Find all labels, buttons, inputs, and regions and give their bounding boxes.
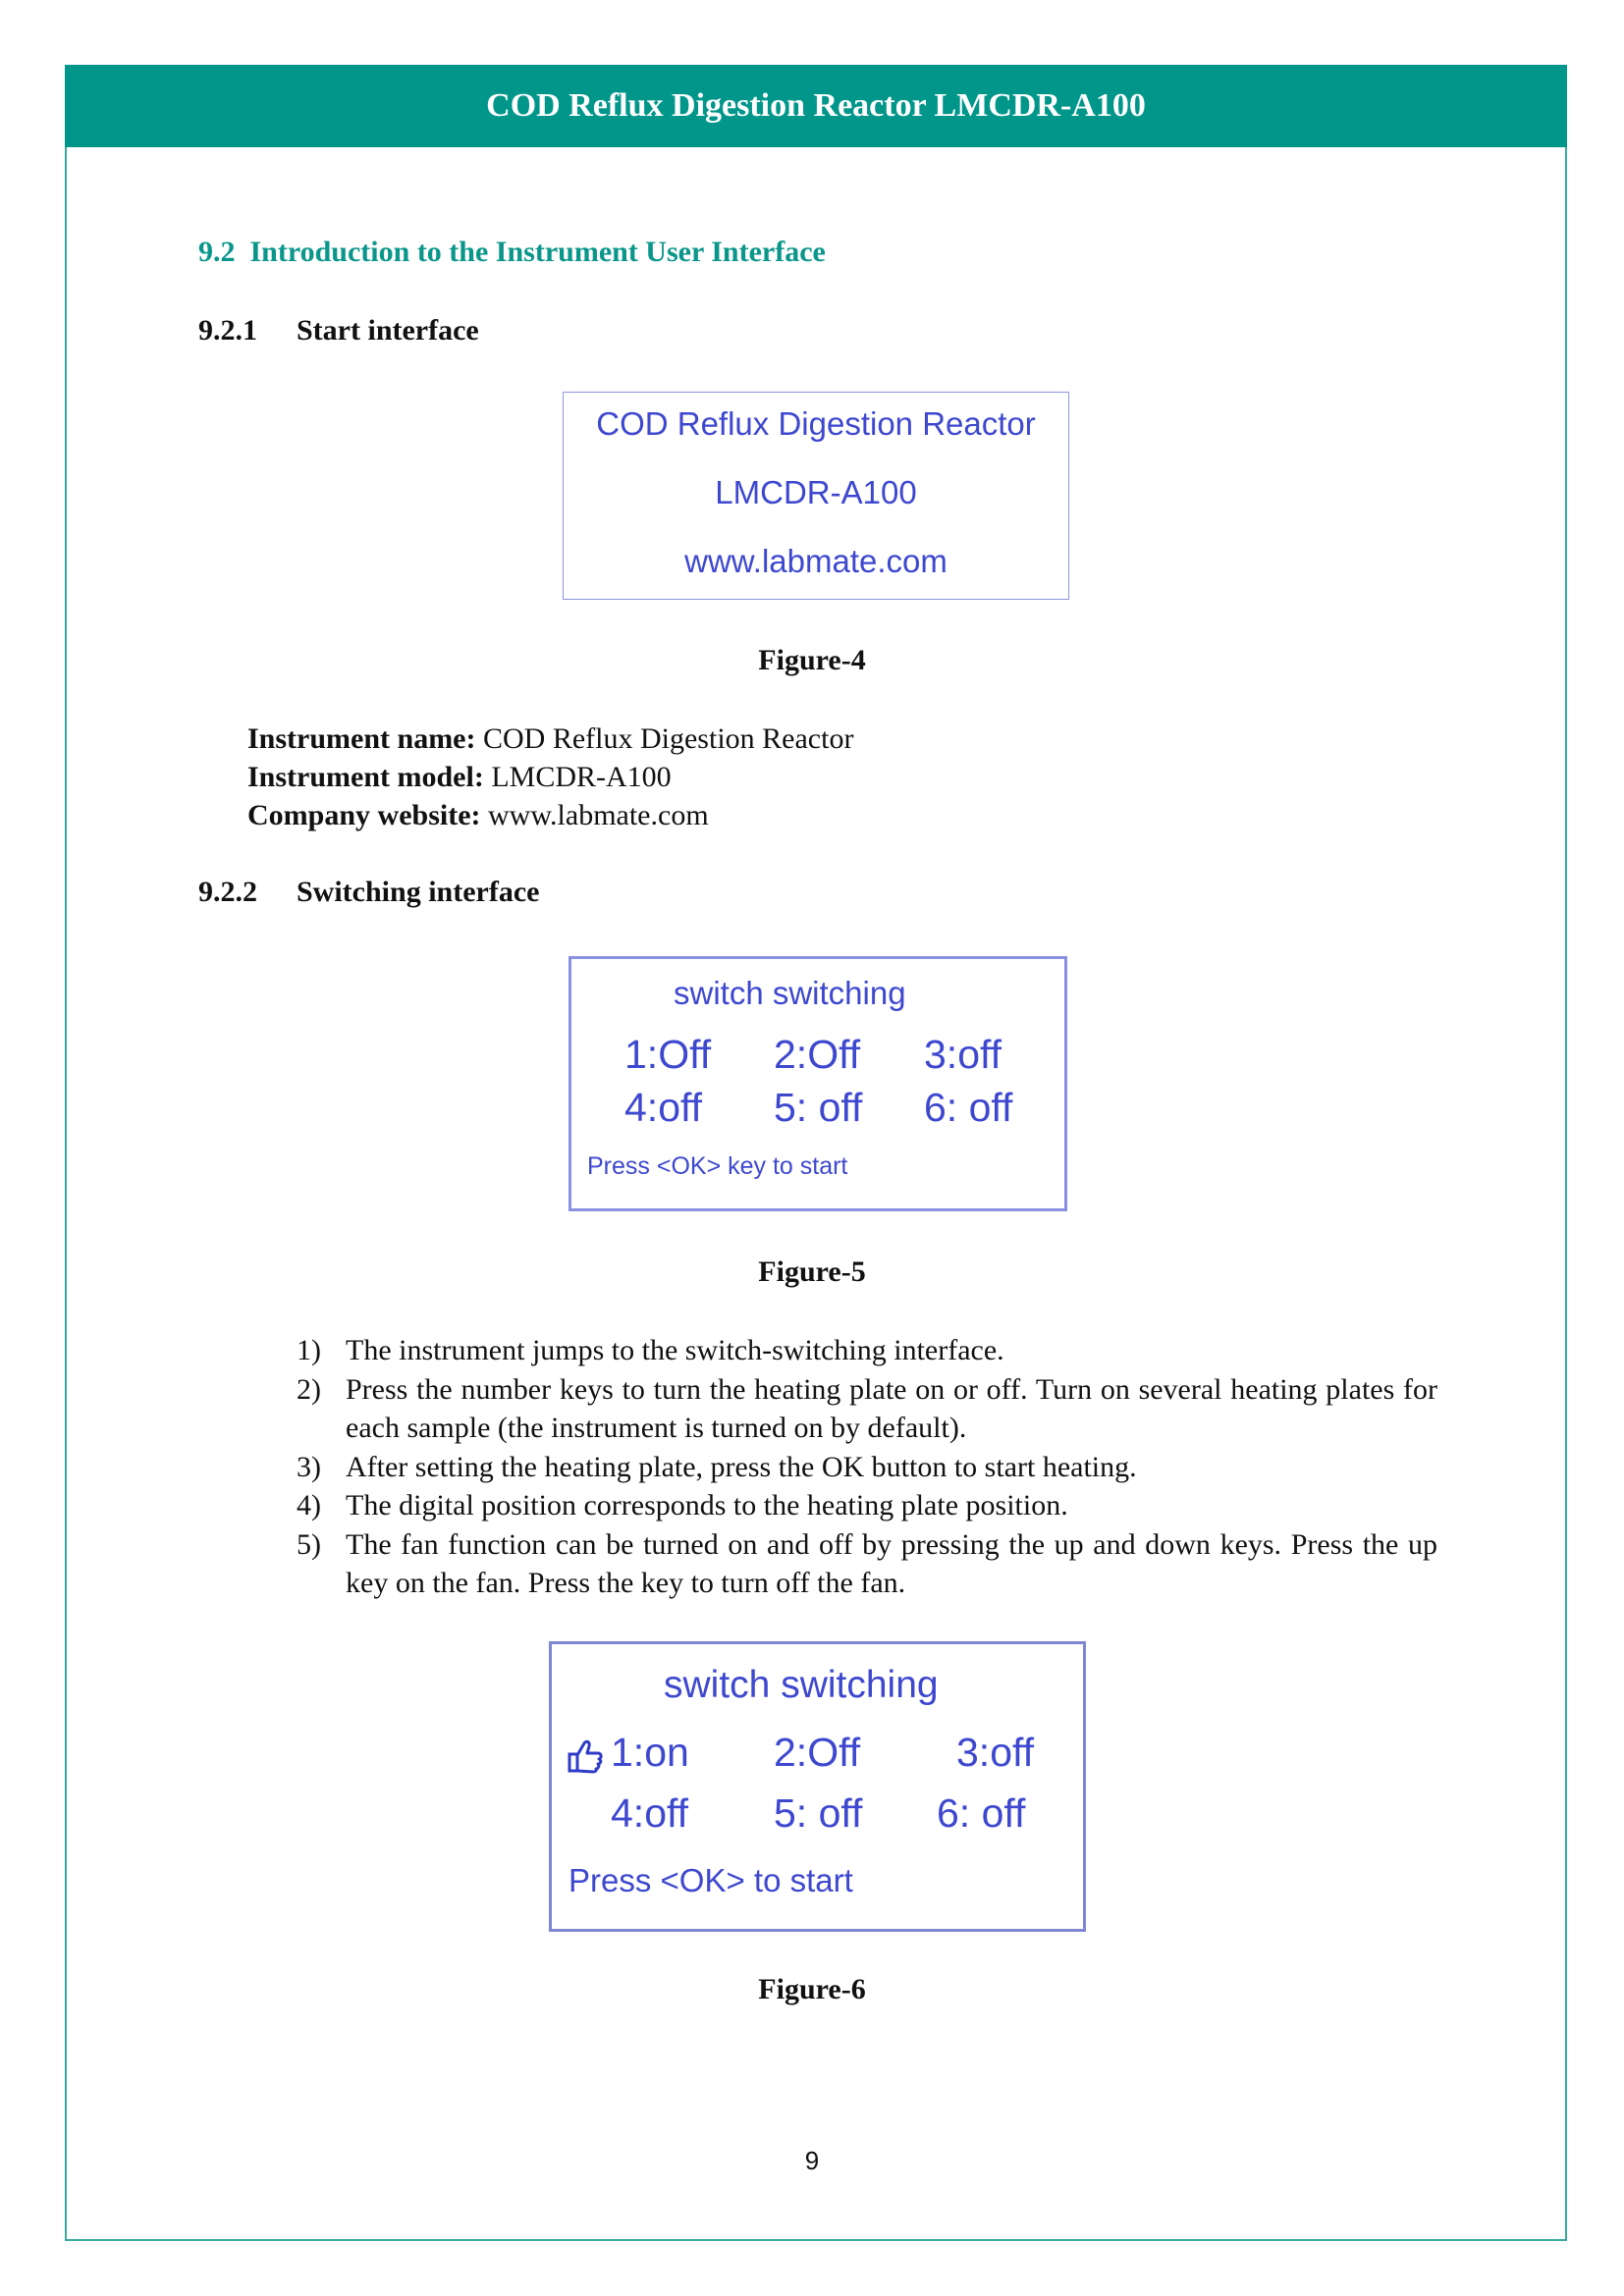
switch-status-4: 4:off [611,1790,689,1836]
figure-5-caption: Figure-5 [758,1255,866,1288]
switch-status-4: 4:off [624,1085,703,1130]
company-website-label: Company website: [247,799,481,831]
step-number: 3) [297,1450,321,1483]
list-item [297,1525,1437,1603]
figure-6-caption: Figure-6 [758,1973,866,2005]
step-number: 1) [297,1334,321,1366]
switch-screen-title: switch switching [674,975,906,1011]
list-item [297,1486,1437,1525]
switch-screen-figure [568,956,1067,1211]
pointing-hand-icon [566,1738,605,1779]
switch-status-2: 2:Off [774,1730,861,1775]
subsection-number: 9.2.2 [198,876,257,908]
step-number: 4) [297,1489,321,1522]
subsection-title: Start interface [297,314,479,347]
instrument-name-label: Instrument name: [247,722,476,755]
list-item [297,1370,1437,1448]
step-text: The fan function can be turned on and off by pressing the up and down keys. Press the up key on the fan. Press the key to turn off the fan. [346,1527,1437,1599]
company-website-row [247,799,709,832]
switch-screen-selected-figure [549,1641,1086,1932]
list-item [297,1331,1437,1370]
start-screen-line-1: COD Reflux Digestion Reactor [596,405,1036,442]
list-item [297,1448,1437,1487]
start-screen-line-3: www.labmate.com [684,543,947,579]
subsection-heading-switching [198,876,539,909]
start-screen-line-2: LMCDR-A100 [715,474,917,510]
switch-status-6: 6: off [924,1085,1013,1130]
start-screen-figure [563,392,1069,600]
step-text: The digital position corresponds to the heating plate position. [346,1489,1068,1522]
steps-list [297,1331,1437,1603]
section-number: 9.2 [198,236,236,268]
switch-status-6: 6: off [937,1790,1026,1836]
switch-status-5: 5: off [774,1085,863,1130]
switch-status-3: 3:off [924,1032,1002,1077]
step-text: The instrument jumps to the switch-switching interface. [346,1334,1004,1366]
company-website-value: www.labmate.com [488,799,709,831]
switch-status-5: 5: off [774,1790,863,1836]
step-text: Press the number keys to turn the heating plate on or off. Turn on several heating plates for each sample (the instrument is turned on by default). [346,1372,1437,1444]
page-number: 9 [804,2146,820,2175]
step-text: After setting the heating plate, press the OK button to start heating. [346,1450,1137,1483]
subsection-title: Switching interface [297,876,540,908]
switch-status-2: 2:Off [774,1032,861,1077]
step-number: 5) [297,1527,321,1561]
switch-status-3: 3:off [956,1730,1035,1775]
switch-status-1: 1:on [611,1730,689,1775]
instrument-model-label: Instrument model: [247,761,484,793]
instrument-name-value: COD Reflux Digestion Reactor [483,722,854,755]
switch-screen-title: switch switching [664,1664,939,1706]
instrument-model-value: LMCDR-A100 [491,761,672,793]
instrument-name-row [247,722,853,756]
figure-4-caption: Figure-4 [758,644,866,676]
step-number: 2) [297,1372,321,1406]
subsection-heading-start [198,314,479,347]
switch-status-1: 1:Off [624,1032,712,1077]
page-header: COD Reflux Digestion Reactor LMCDR-A100 [65,65,1567,147]
subsection-number: 9.2.1 [198,314,257,347]
section-heading [198,236,826,269]
switch-screen-hint: Press <OK> to start [568,1862,853,1898]
section-title: Introduction to the Instrument User Interface [249,236,826,268]
instrument-model-row [247,761,672,794]
switch-screen-hint: Press <OK> key to start [587,1152,848,1180]
